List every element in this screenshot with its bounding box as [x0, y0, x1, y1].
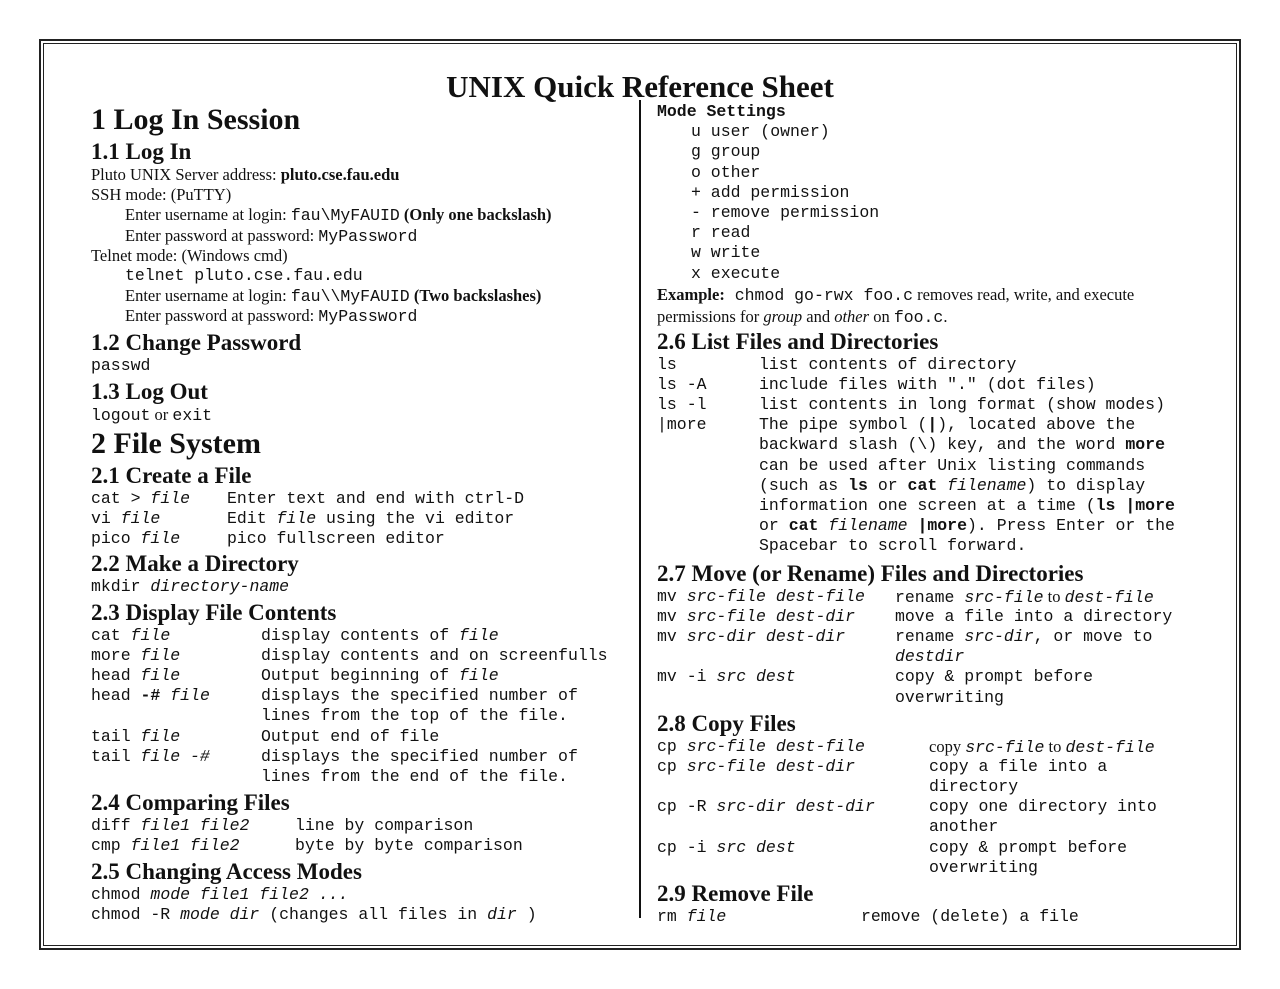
- description-arg: file: [459, 625, 499, 645]
- compare-table: [91, 816, 631, 856]
- right-column: [657, 102, 1197, 927]
- example-other: other: [834, 306, 870, 326]
- command-flag: -#: [140, 686, 171, 706]
- example-text: removes read, write, and execute: [912, 284, 1135, 304]
- command-text: head: [91, 666, 141, 685]
- section-2-2-heading: 2.2 Make a Directory: [91, 551, 299, 577]
- command-description-tail: ): [516, 904, 537, 924]
- command-description: directory: [929, 777, 1019, 797]
- command-arg: mode dir: [180, 904, 260, 924]
- example-group: group: [763, 306, 803, 326]
- example-text: .: [943, 306, 948, 326]
- column-divider: [639, 100, 641, 918]
- filename-arg: filename: [937, 475, 1027, 495]
- example-text: on: [869, 306, 894, 326]
- command-description: can be used after Unix listing commands: [759, 455, 1146, 475]
- command-arg: src-file dest-file: [686, 586, 865, 606]
- command-description: pico fullscreen editor: [227, 529, 445, 549]
- mode-item: + add permission: [691, 182, 850, 202]
- command-description: (such as: [759, 475, 849, 495]
- telnet-password-label: Enter password at password:: [125, 306, 319, 326]
- command-description: displays the specified number of: [261, 686, 578, 706]
- example-line-2: [657, 306, 1197, 328]
- command-description: overwriting: [929, 857, 1038, 877]
- example-text: and: [802, 306, 835, 326]
- command-arg: file: [150, 488, 191, 508]
- example-file: foo.c: [893, 307, 944, 327]
- table-row: [657, 907, 1197, 927]
- chmod-recursive-line: [91, 905, 631, 925]
- command-description: copy & prompt before: [929, 837, 1128, 857]
- table-row: [657, 395, 1197, 415]
- display-file-table: [91, 626, 631, 788]
- table-row: [657, 355, 1197, 375]
- command-arg: file: [140, 726, 181, 746]
- server-address-line: [91, 165, 631, 185]
- command-description: move a file into a directory: [895, 606, 1173, 626]
- table-row: [657, 817, 1197, 837]
- command-arg: file: [140, 645, 181, 665]
- command-description: rename: [895, 626, 965, 646]
- section-2-1-heading: 2.1 Create a File: [91, 462, 252, 488]
- table-row: [91, 747, 631, 767]
- command-text: cp: [657, 736, 687, 756]
- table-row: [91, 509, 631, 529]
- table-row: [657, 777, 1197, 797]
- table-row: [657, 858, 1197, 878]
- command-arg: directory-name: [150, 577, 290, 597]
- example-line-1: [657, 284, 1197, 306]
- table-row: [91, 686, 631, 706]
- command-text: mkdir: [91, 577, 151, 597]
- command-description: ). Press Enter or the: [966, 516, 1175, 536]
- mode-item: o other: [691, 162, 761, 182]
- section-1-2-heading: 1.2 Change Password: [91, 329, 302, 355]
- command-text: more: [91, 645, 141, 665]
- telnet-username-line: [91, 286, 631, 306]
- command-description: another: [929, 817, 999, 837]
- command-description: include files with "." (dot files): [759, 374, 1096, 394]
- logout-or: or: [150, 404, 173, 424]
- section-1-1-heading: 1.1 Log In: [91, 139, 192, 164]
- command-arg: mode file1 file2 ...: [150, 884, 349, 904]
- command-description: lines from the top of the file.: [261, 706, 568, 726]
- section-2-6-heading: 2.6 List Files and Directories: [657, 328, 939, 354]
- table-row: [657, 627, 1197, 647]
- command-text: ls -l: [657, 395, 707, 415]
- remove-table: [657, 907, 1197, 927]
- table-row: [91, 816, 631, 836]
- section-2-8-heading: 2.8 Copy Files: [657, 710, 796, 736]
- table-row: [657, 587, 1197, 607]
- ssh-password-line: [91, 226, 631, 246]
- mode-item: - remove permission: [691, 202, 880, 222]
- command-text: ls: [657, 354, 677, 374]
- table-row: [657, 838, 1197, 858]
- table-row: [657, 476, 1197, 496]
- mode-item: r read: [691, 223, 751, 243]
- command-text: diff: [91, 816, 141, 836]
- table-row: [657, 647, 1197, 667]
- left-column: [91, 103, 631, 925]
- table-row: [657, 415, 1197, 435]
- command-description: ), located above the: [937, 415, 1136, 435]
- command-description: copy & prompt before: [895, 667, 1094, 687]
- table-row: [91, 706, 631, 726]
- logout-command: logout: [91, 405, 151, 425]
- section-1-3-heading: 1.3 Log Out: [91, 378, 208, 404]
- table-row: [657, 516, 1197, 536]
- command-arg: src dest: [716, 837, 796, 857]
- mode-item: u user (owner): [691, 122, 830, 142]
- telnet-mode-line: Telnet mode: (Windows cmd): [91, 245, 288, 265]
- table-row: [657, 797, 1197, 817]
- command-description: list contents in long format (show modes): [759, 395, 1165, 415]
- command-text: cp: [657, 756, 687, 776]
- description-arg: dest-file: [1065, 737, 1155, 757]
- section-1-heading: 1 Log In Session: [91, 103, 301, 136]
- command-description: (changes all files in: [259, 904, 488, 924]
- command-description: list contents of directory: [759, 354, 1017, 374]
- section-2-7-heading: 2.7 Move (or Rename) Files and Directories: [657, 560, 1084, 586]
- ls-keyword: ls: [848, 475, 868, 495]
- command-description: or: [867, 475, 908, 495]
- command-description: display contents of: [261, 625, 460, 645]
- command-arg: file: [130, 625, 171, 645]
- more-keyword: more: [1125, 435, 1165, 455]
- ssh-username-line: [91, 205, 631, 225]
- ssh-username-label: Enter username at login:: [125, 205, 291, 225]
- table-row: [657, 667, 1197, 687]
- command-arg: file: [120, 509, 161, 529]
- command-text: cat >: [91, 488, 151, 508]
- command-text: cat: [91, 625, 131, 645]
- create-file-table: [91, 489, 631, 550]
- telnet-username-value: fau\\MyFAUID: [290, 287, 410, 307]
- mode-item: w write: [691, 243, 761, 263]
- table-row: [91, 666, 631, 686]
- description-arg: dir: [487, 904, 517, 924]
- cat-keyword: cat: [788, 516, 819, 536]
- description-arg: src-dir: [964, 626, 1034, 646]
- command-description: ) to display: [1026, 475, 1146, 495]
- mode-item: x execute: [691, 263, 781, 283]
- command-description: backward slash (\) key, and the word: [759, 435, 1126, 455]
- table-row: [91, 489, 631, 509]
- table-row: [91, 767, 631, 787]
- telnet-password-line: [91, 306, 631, 326]
- command-description: to: [1044, 736, 1066, 756]
- command-arg: src dest: [716, 667, 796, 687]
- section-2-3-heading: 2.3 Display File Contents: [91, 599, 337, 625]
- command-arg: file: [686, 907, 727, 926]
- example-command: chmod go-rwx foo.c: [724, 285, 913, 305]
- example-label: Example:: [657, 284, 725, 304]
- command-arg: file -#: [140, 746, 210, 766]
- command-description: rename: [895, 587, 965, 607]
- example-text: permissions for: [657, 306, 764, 326]
- description-arg: file: [276, 509, 317, 529]
- telnet-username-note: (Two backslashes): [409, 286, 542, 306]
- command-description: display contents and on screenfulls: [261, 645, 608, 665]
- command-arg: file1 file2: [130, 836, 240, 856]
- command-text: |more: [657, 415, 707, 435]
- command-description: Output beginning of: [261, 666, 460, 685]
- command-description: overwriting: [895, 687, 1004, 707]
- command-text: mv -i: [657, 667, 717, 687]
- table-row: [657, 688, 1197, 708]
- table-row: [91, 626, 631, 646]
- pipe-symbol: |: [927, 415, 938, 435]
- passwd-command: passwd: [91, 355, 151, 375]
- command-description: Spacebar to scroll forward.: [759, 536, 1027, 556]
- filename-arg: filename: [818, 516, 908, 536]
- cat-keyword: cat: [907, 475, 938, 495]
- ssh-password-value: MyPassword: [318, 226, 418, 246]
- command-description: copy one directory into: [929, 797, 1157, 817]
- mode-item: g group: [691, 142, 761, 162]
- ls-more-keyword: ls |more: [1095, 496, 1175, 515]
- chmod-line: [91, 885, 631, 905]
- command-text: chmod -R: [91, 904, 181, 924]
- command-text: ls -A: [657, 374, 707, 394]
- command-text: chmod: [91, 884, 151, 904]
- command-description: Output end of file: [261, 726, 440, 746]
- server-address-value: pluto.cse.fau.edu: [280, 165, 400, 184]
- table-row: [91, 646, 631, 666]
- command-description: Enter text and end with ctrl-D: [227, 488, 525, 508]
- command-text: head: [91, 686, 141, 706]
- command-arg: src-file dest-dir: [686, 756, 856, 776]
- command-arg: file: [170, 686, 210, 706]
- description-arg: src-file: [965, 737, 1045, 757]
- telnet-command-line: telnet pluto.cse.fau.edu: [125, 265, 363, 285]
- command-text: vi: [91, 509, 121, 529]
- command-description: copy a file into a: [929, 756, 1108, 776]
- command-text: rm: [657, 907, 687, 926]
- command-text: mv: [657, 626, 687, 646]
- command-arg: file: [140, 529, 181, 549]
- ssh-mode-line: SSH mode: (PuTTY): [91, 185, 232, 205]
- table-row: [657, 737, 1197, 757]
- command-description: displays the specified number of: [261, 746, 578, 766]
- table-row: [657, 456, 1197, 476]
- command-text: mv: [657, 606, 687, 626]
- section-2-4-heading: 2.4 Comparing Files: [91, 790, 290, 816]
- command-arg: src-file dest-file: [686, 736, 865, 756]
- command-description: line by comparison: [295, 816, 474, 836]
- description-arg: dest-file: [1064, 587, 1154, 607]
- table-row: [657, 536, 1197, 556]
- command-description: to: [1043, 586, 1065, 606]
- logout-line: [91, 405, 631, 425]
- section-2-heading: 2 File System: [91, 426, 261, 460]
- ssh-password-label: Enter password at password:: [125, 225, 319, 245]
- command-text: mv: [657, 586, 687, 606]
- mode-settings-heading: Mode Settings: [657, 102, 786, 121]
- page-title: UNIX Quick Reference Sheet: [446, 69, 834, 104]
- table-row: [91, 727, 631, 747]
- move-table: [657, 587, 1197, 708]
- command-description: Edit: [227, 509, 277, 529]
- exit-command: exit: [172, 405, 213, 425]
- command-description: or: [759, 516, 789, 536]
- command-description: copy: [929, 736, 966, 756]
- command-text: tail: [91, 726, 141, 746]
- mkdir-line: [91, 577, 631, 597]
- table-row: [657, 496, 1197, 516]
- section-2-5-heading: 2.5 Changing Access Modes: [91, 858, 362, 884]
- list-files-table: [657, 355, 1197, 557]
- telnet-username-label: Enter username at login:: [125, 286, 291, 306]
- more-keyword: |more: [907, 516, 967, 536]
- command-text: cp -i: [657, 837, 717, 857]
- telnet-password-value: MyPassword: [318, 307, 418, 327]
- server-address-label: Pluto UNIX Server address:: [91, 165, 281, 184]
- table-row: [657, 375, 1197, 395]
- command-description: , or move to: [1033, 626, 1153, 646]
- command-text: pico: [91, 529, 141, 549]
- command-arg: file1 file2: [140, 816, 250, 836]
- command-description-tail: using the vi editor: [316, 509, 515, 529]
- table-row: [657, 757, 1197, 777]
- section-2-9-heading: 2.9 Remove File: [657, 881, 814, 906]
- table-row: [91, 836, 631, 856]
- command-description: information one screen at a time (: [759, 496, 1096, 515]
- ssh-username-value: fau\MyFAUID: [290, 206, 400, 226]
- command-text: cmp: [91, 836, 131, 856]
- command-text: tail: [91, 746, 141, 766]
- command-description: The pipe symbol (: [759, 415, 928, 435]
- command-arg: file: [140, 666, 181, 685]
- description-arg: file: [459, 666, 499, 685]
- command-description: lines from the end of the file.: [261, 766, 568, 786]
- command-arg: src-dir dest-dir: [716, 797, 875, 817]
- description-arg: src-file: [964, 587, 1044, 607]
- description-arg: destdir: [895, 647, 965, 667]
- copy-table: [657, 737, 1197, 878]
- table-row: [657, 607, 1197, 627]
- table-row: [91, 529, 631, 549]
- command-arg: src-file dest-dir: [686, 606, 856, 626]
- command-arg: src-dir dest-dir: [686, 626, 846, 646]
- command-text: cp -R: [657, 797, 717, 817]
- table-row: [657, 435, 1197, 455]
- command-description: remove (delete) a file: [861, 907, 1079, 926]
- ssh-username-note: (Only one backslash): [399, 205, 552, 225]
- command-description: byte by byte comparison: [295, 836, 523, 856]
